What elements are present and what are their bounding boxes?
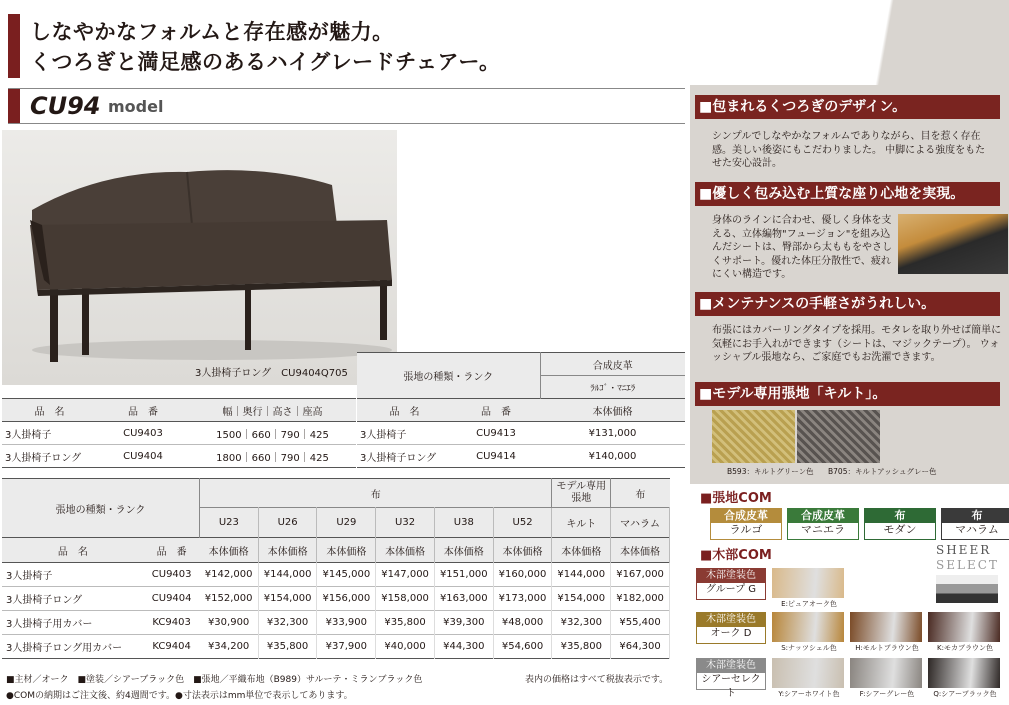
row-code: CU9414 [476,450,516,462]
row-name: 3人掛椅子ロング [360,452,437,464]
fabric-com-chip [864,508,936,540]
wood-label: Y:シアーホワイト色 [778,690,840,698]
sofa-image [2,130,397,385]
row-price: ¥37,900 [317,635,376,659]
row-price: ¥167,000 [611,563,670,587]
fabric-code-3: U32 [376,508,435,538]
row-price: ¥145,000 [317,563,376,587]
sheer-stripes [936,575,998,603]
product-photo [2,130,397,385]
fabric-com-chip [941,508,1009,540]
headline-2: くつろぎと満足感のあるハイグレードチェアー。 [30,50,501,74]
row-code: CU9403 [151,569,192,580]
wood-label: H:モルトブラウン色 [855,644,919,652]
row-price: ¥55,400 [611,611,670,635]
model-accent-bar [8,89,20,123]
group-top: 木部塗装色 [697,613,765,627]
wood-swatch [928,658,1000,688]
wood-swatch [850,658,922,688]
col-code-header: 品 番 [481,406,511,418]
row-price: ¥152,000 [200,587,259,611]
row-price: ¥32,300 [258,611,317,635]
section-text-maintenance: 布張にはカバーリングタイプを採用。モタレを取り外せば簡単に気軽にお手入れができます（シートは、マジックテープ）。 ウォッシャブル張地なら、ご家庭でもお洗濯できます。 [712,325,1002,363]
row-price: ¥144,000 [258,563,317,587]
wood-swatch [928,612,1000,642]
row-price: ¥144,000 [552,563,611,587]
note-materials: ■主材／オーク ■塗装／シアーブラック色 ■張地／平織布地（B989）サルーテ・ミランブラック色 [6,675,423,685]
row-price: ¥151,000 [434,563,493,587]
row-price: ¥131,000 [588,427,637,439]
row-size: 1800｜660｜790｜425 [216,452,329,464]
col-name-header: 品 名 [389,406,420,418]
row-code: KC9404 [152,641,191,652]
quilt-gray-swatch [797,410,880,463]
row-price: ¥32,300 [552,611,611,635]
fabric-code-0: U23 [200,508,259,538]
chip-bottom: ラルゴ [729,523,763,536]
row-name: 3人掛椅子 [5,429,52,441]
col-price-header: 本体価格 [552,538,611,563]
quilt-green-label: B593：キルトグリーン色 [727,467,814,476]
row-price: ¥173,000 [493,587,552,611]
group-bottom: オーク D [710,628,752,639]
row-price: ¥44,300 [434,635,493,659]
col-price-header: 本体価格 [317,538,376,563]
chip-bottom: モダン [883,523,917,536]
table-row [2,563,670,587]
row-price: ¥30,900 [200,611,259,635]
row-price: ¥48,000 [493,611,552,635]
wood-group-chip [696,612,766,644]
col-price-header: 本体価格 [200,538,259,563]
wood-label: K:モカブラウン色 [937,644,993,652]
headline-1: しなやかなフォルムと存在感が魅力。 [30,20,394,44]
wood-swatch [772,612,844,642]
row-name: 3人掛椅子ロング [6,595,83,606]
row-code: CU9404 [123,450,163,462]
row-price: ¥35,800 [376,611,435,635]
wood-label: S:ナッツシェル色 [781,644,837,652]
table-row [2,587,670,611]
row-name: 3人掛椅子 [6,571,53,582]
fabric-price-table [2,478,670,659]
model-word: model [108,97,164,116]
sheer-logo-1: SHEER [936,543,992,557]
fabric-code-2: U29 [317,508,376,538]
row-code: KC9403 [152,617,191,628]
fabric-code-6: キルト [552,508,611,538]
table-row [2,635,670,659]
row-name: 3人掛椅子ロング [5,452,82,464]
table-row [357,445,685,468]
group-bottom: グループ G [705,584,757,595]
features-panel-top [690,0,1009,85]
row-price: ¥33,900 [317,611,376,635]
fabric-com-chip [787,508,859,540]
row-price: ¥147,000 [376,563,435,587]
row-size: 1500｜660｜790｜425 [216,429,329,441]
fabric-com-title: ■張地COM [700,491,772,506]
col-price-header: 本体価格 [592,406,633,418]
row-name: 3人掛椅子 [360,429,407,441]
col-code-header: 品 番 [128,406,158,418]
row-name: 3人掛椅子用カバー [6,619,93,630]
leather-price-table [357,352,685,468]
row-code: CU9404 [151,593,192,604]
row-price: ¥158,000 [376,587,435,611]
row-price: ¥182,000 [611,587,670,611]
chip-top: 布 [942,509,1009,523]
col-code-header: 品 番 [156,546,187,558]
row-price: ¥34,200 [200,635,259,659]
wood-label: F:シアーグレー色 [859,690,915,698]
quilt-green-swatch [712,410,795,463]
fabric-code-1: U26 [258,508,317,538]
model-code: CU94 [30,92,101,120]
fabric-com-chips [698,508,1008,542]
row-price: ¥154,000 [258,587,317,611]
wood-swatch [850,612,922,642]
col-name-header: 品 名 [34,406,65,418]
row-price: ¥64,300 [611,635,670,659]
rank-label: 張地の種類・ランク [357,353,540,399]
note-tax: 表内の価格はすべて税抜表示です。 [525,675,669,685]
table-row [2,422,356,445]
table-row [357,422,685,445]
table-row [2,611,670,635]
row-price: ¥140,000 [588,450,637,462]
section-title-design: ■包まれるくつろぎのデザイン。 [695,95,1000,119]
col-price-header: 本体価格 [376,538,435,563]
leather-sub: ﾗﾙｺﾞ・ﾏﾆｴﾗ [540,376,685,399]
fabric-code-7: マハラム [611,508,670,538]
row-price: ¥160,000 [493,563,552,587]
wood-com-title: ■木部COM [700,548,772,563]
wood-label: Q:シアーブラック色 [933,690,997,698]
table-row [2,445,356,468]
section-title-quilt: ■モデル専用張地「キルト」。 [695,382,1000,406]
sheer-logo-2: SELECT [936,558,999,572]
chip-top: 合成皮革 [788,509,858,523]
section-title-comfort: ■優しく包み込む上質な座り心地を実現。 [695,182,1000,206]
exclusive-group: モデル専用張地 [552,479,611,508]
row-price: ¥142,000 [200,563,259,587]
quilt-gray-label: B705：キルトアッシュグレー色 [828,467,937,476]
fabric-code-4: U38 [434,508,493,538]
row-name: 3人掛椅子ロング用カバー [6,643,123,654]
section-text-comfort: 身体のラインに合わせ、優しく身体を支える、立体編物"フュージョン"を組み込んだシートは、臀部から太ももをやさしくサポート。優れた体圧分散性で、疲れにくい構造です。 [712,215,892,280]
row-price: ¥163,000 [434,587,493,611]
wood-swatch [772,568,844,598]
col-price-header: 本体価格 [434,538,493,563]
cushion-image [898,214,1008,274]
rank-label: 張地の種類・ランク [2,479,200,538]
wood-group-chip [696,568,766,600]
row-price: ¥35,800 [552,635,611,659]
group-top: 木部塗装色 [697,659,765,673]
fabric-code-5: U52 [493,508,552,538]
dimensions-table [2,398,356,468]
fabric-com-chip [710,508,782,540]
row-price: ¥39,300 [434,611,493,635]
photo-caption: 3人掛椅子ロング CU9404Q705 [195,368,348,379]
chip-top: 合成皮革 [711,509,781,523]
chip-top: 布 [865,509,935,523]
chip-bottom: マハラム [955,523,999,536]
title-accent-bar [8,14,20,78]
section-text-design: シンプルでしなやかなフォルムでありながら、目を惹く存在感。美しい後姿にもこだわりました。 中脚による強度をもたせた安心設計。 [712,131,986,169]
row-price: ¥35,800 [258,635,317,659]
cloth-group: 布 [200,479,552,508]
note-delivery: ●COMの納期はご注文後、約4週間です。●寸法表示はmm単位で表示してあります。 [6,691,353,701]
section-title-maintenance: ■メンテナンスの手軽さがうれしい。 [695,292,1000,316]
row-price: ¥54,600 [493,635,552,659]
col-name-header: 品 名 [57,546,88,558]
wood-swatch [772,658,844,688]
chip-bottom: マニエラ [801,523,845,536]
col-price-header: 本体価格 [493,538,552,563]
row-price: ¥156,000 [317,587,376,611]
col-size-header: 幅｜奥行｜高さ｜座高 [222,406,323,418]
col-price-header: 本体価格 [258,538,317,563]
group-top: 木部塗装色 [697,569,765,583]
row-price: ¥154,000 [552,587,611,611]
row-code: CU9413 [476,427,516,439]
row-code: CU9403 [123,427,163,439]
cloth2-group: 布 [611,479,670,508]
wood-group-chip [696,658,766,699]
leather-group: 合成皮革 [540,353,685,376]
row-price: ¥40,000 [376,635,435,659]
col-price-header: 本体価格 [611,538,670,563]
group-bottom: シアーセレクト [701,674,761,699]
wood-label: E:ピュアオーク色 [781,600,837,608]
